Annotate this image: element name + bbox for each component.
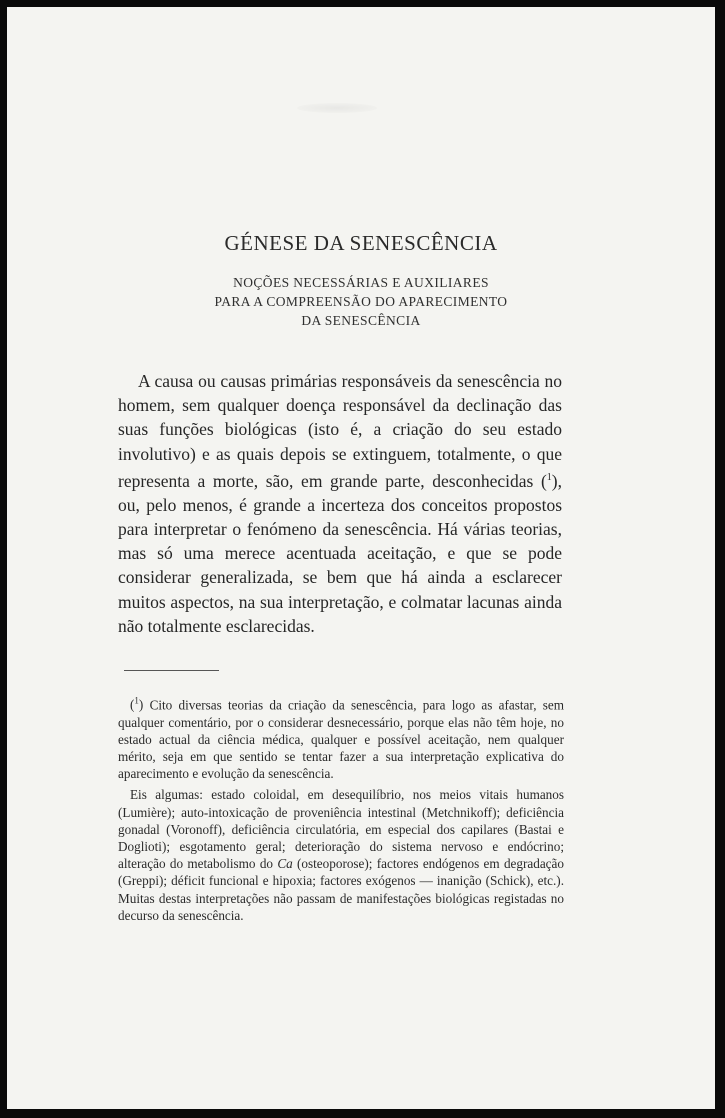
footnote (118, 693, 564, 928)
footnote-marker: ($^1$) (130, 696, 144, 713)
document-page (7, 7, 715, 1109)
footnote-reference[interactable]: 1 (546, 471, 552, 483)
page-title: GÉNESE DA SENESCÊNCIA (224, 231, 498, 255)
footnote-ca-symbol: Ca (277, 856, 293, 872)
footnote-paragraph-2 (118, 786, 564, 924)
footnote-text-1: Cito diversas teorias da criação da senescência, para logo as afastar, sem qualquer comentário, por o considerar desnecessário, porque elas não têm hoje, no estado actual da ciência médica, qualquer e possível aceitação, nem qualquer mérito, seja em que sentido se tentar fazer a sua interpretação explicativa do aparecimento e evolução da senescência. (118, 697, 565, 782)
footnote-text-2a: Eis algumas: estado coloidal, em desequilíbrio, nos meios vitais humanos (Lumière); auto-intoxicação de proveniência intestinal (Metchnikoff); deficiência gonadal (Voronoff), deficiência circulatória, em especial dos capilares (Bastai e Doglioti); esgotamento geral; deterioração do sistema nervoso e endócrino; alteração do metabolismo do (118, 787, 564, 872)
subtitle (7, 273, 715, 330)
footnote-paragraph-1 (118, 693, 564, 782)
subtitle-line-3: DA SENESCÊNCIA (301, 313, 421, 328)
paper-smudge (297, 103, 377, 113)
subtitle-line-2: PARA A COMPREENSÃO DO APARECIMENTO (214, 294, 508, 309)
body-text-part-2: ), ou, pelo menos, é grande a incerteza dos conceitos propostos para interpretar o fenómeno da senescência. Há várias teorias, mas só uma merece acentuada aceitação, e que se pode considerar generalizada, se bem que há ainda a esclarecer muitos aspectos, na sua interpretação, e colmatar lacunas ainda não totalmente esclarecidas. (118, 470, 562, 636)
footnote-divider (124, 670, 219, 671)
subtitle-line-1: NOÇÕES NECESSÁRIAS E AUXILIARES (233, 275, 489, 290)
footnote-text-2b: (osteoporose); factores endógenos em degradação (Greppi); déficit funcional e hipoxia; factores exógenos — inanição (Schick), etc.). Muitas destas interpretações não passam de manifestações biológicas registadas no decurso da senescência. (118, 856, 564, 923)
body-paragraph (118, 369, 562, 638)
body-text-part-1: A causa ou causas primárias responsáveis da senescência no homem, sem qualquer doença responsável da declinação das suas funções biológicas (isto é, a criação do seu estado involutivo) e as quais depois se extinguem, totalmente, o que representa a morte, são, em grande parte, desconhecidas ( (118, 371, 562, 491)
